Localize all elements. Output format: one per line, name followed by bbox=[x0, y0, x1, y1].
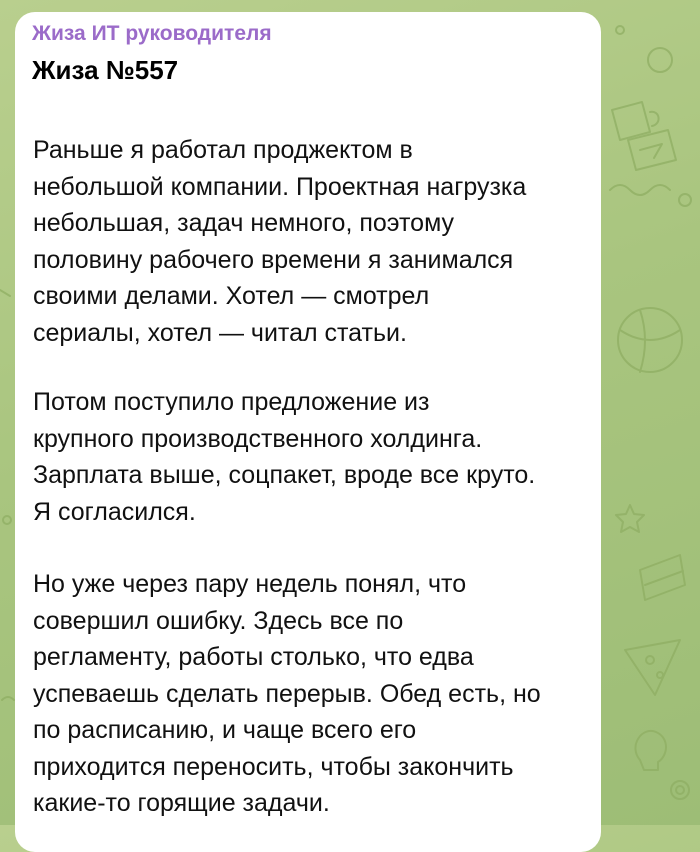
text-line: успеваешь сделать перерыв. Обед есть, но bbox=[33, 679, 541, 708]
text-line: половину рабочего времени я занимался bbox=[33, 245, 514, 274]
text-line: совершил ошибку. Здесь все по bbox=[33, 606, 404, 635]
channel-name[interactable]: Жиза ИТ руководителя bbox=[32, 22, 272, 45]
text-line: Зарплата выше, соцпакет, вроде все круто. bbox=[33, 461, 536, 489]
text-line: какие-то горящие задачи. bbox=[33, 789, 330, 817]
text-line: Раньше я работал проджектом в bbox=[33, 136, 413, 164]
text-line: по расписанию, и чаще всего его bbox=[33, 716, 417, 744]
text-line: своими делами. Хотел — смотрел bbox=[33, 282, 430, 310]
text-line: приходится переносить, чтобы закончить bbox=[33, 752, 514, 781]
text-line: крупного производственного холдинга. bbox=[33, 424, 483, 453]
message-paragraph-2 bbox=[33, 384, 593, 530]
text-line: Но уже через пару недель понял, что bbox=[33, 570, 467, 598]
message-bubble bbox=[15, 12, 601, 852]
text-line: регламенту, работы столько, что едва bbox=[33, 643, 474, 671]
message-paragraph-3 bbox=[33, 566, 593, 822]
text-line: небольшой компании. Проектная нагрузка bbox=[33, 172, 527, 201]
text-line: Потом поступило предложение из bbox=[33, 388, 430, 416]
post-title: Жиза №557 bbox=[32, 55, 179, 85]
text-line: сериалы, хотел — читал статьи. bbox=[33, 318, 407, 347]
text-line: Я согласился. bbox=[33, 497, 196, 526]
message-paragraph-1 bbox=[33, 132, 593, 351]
text-line: небольшая, задач немного, поэтому bbox=[33, 209, 455, 237]
